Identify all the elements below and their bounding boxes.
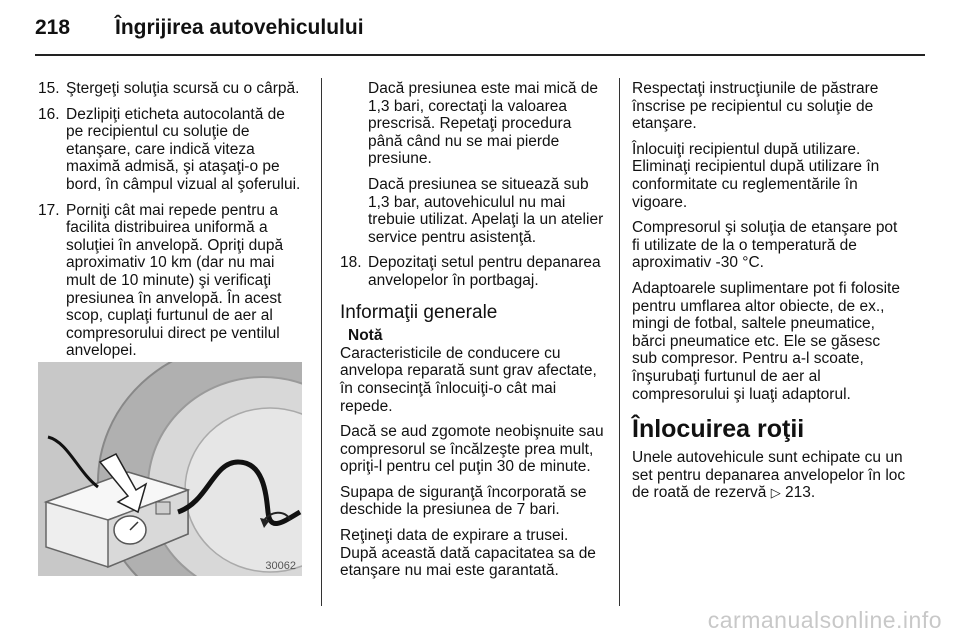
paragraph: Dacă presiunea se situează sub 1,3 bar, autovehiculul nu mai trebuie utilizat. Apelaţi la un atelier service pentru asistenţă.	[368, 175, 604, 246]
column-3	[632, 80, 907, 510]
paragraph: Înlocuiţi recipientul după utilizare. Eliminaţi recipientul după utilizare în conformitate cu reglementările în vigoare.	[632, 140, 880, 211]
paragraph: Adaptoarele suplimentare pot fi folosite pentru umflarea altor obiecte, de ex., mingi de fotbal, saltele pneumatice, bărci pneumatice etc. Ele se găsesc sub compresor. Pentru a-l scoate, înşurubaţi furtunul de aer al compresorului şi luaţi adaptorul.	[632, 279, 900, 403]
page-number: 218	[35, 16, 71, 39]
compressor-drawing	[38, 362, 302, 576]
page-ref-link[interactable]: 213.	[785, 484, 816, 502]
section-heading: Informaţii generale	[340, 301, 498, 323]
note-block	[340, 327, 605, 415]
list-item-17	[38, 202, 306, 360]
item-text: Depozitaţi setul pentru depanarea anvelopelor în portbagaj.	[368, 254, 601, 289]
page-ref-arrow-icon: ▷	[770, 485, 781, 501]
compressor-illustration	[38, 362, 302, 576]
section-heading-large: Înlocuirea roţii	[632, 415, 805, 444]
list-item-18	[340, 254, 605, 289]
paragraph: Respectaţi instrucţiunile de păstrare înscrise pe recipientul cu soluţie de etanşare.	[632, 80, 879, 133]
column-1	[38, 80, 306, 368]
item-number: 17.	[38, 201, 60, 219]
paragraph: Supapa de siguranţă încorporată se deschide la presiunea de 7 bari.	[340, 483, 587, 519]
item-number: 15.	[38, 80, 60, 97]
item-text: Porniţi cât mai repede pentru a facilita distribuirea uniformă a soluţiei în anvelopă. Opriţi după aproximativ 10 km (dar nu mai mult de 10 minute) şi verificaţi presiunea în anvelopă. În acest scop, cuplaţi furtunul de aer al compresorului direct pe ventilul anvelopei.	[66, 201, 284, 360]
paragraph: Dacă presiunea este mai mică de 1,3 bari, corectaţi la valoarea prescrisă. Repetaţi procedura până când nu se mai pierde presiune.	[368, 80, 599, 168]
watermark: carmanualsonline.info	[707, 607, 942, 633]
header-rule	[35, 54, 925, 56]
page-title: Îngrijirea autovehiculului	[115, 16, 364, 39]
paragraph: Compresorul şi soluţia de etanşare pot fi utilizate de la o temperatură de aproximativ -30 °C.	[632, 219, 898, 272]
list-item-15	[38, 80, 306, 98]
note-label: Notă	[348, 327, 383, 345]
paragraph	[632, 449, 907, 502]
column-divider	[619, 78, 620, 606]
column-2	[340, 80, 605, 588]
column-divider	[321, 78, 322, 606]
item-text: Ştergeţi soluţia scursă cu o cârpă.	[66, 80, 300, 97]
item-text: Dezlipiţi eticheta autocolantă de pe recipientul cu soluţie de etanşare, care indică viteza maximă admisă, şi ataşaţi-o pe bord, în câmpul vizual al şoferului.	[66, 105, 301, 193]
page-header	[35, 14, 925, 46]
figure-code: 30062	[265, 560, 296, 572]
list-item-16	[38, 106, 306, 194]
item-number: 16.	[38, 105, 60, 123]
paragraph: Dacă se aud zgomote neobişnuite sau compresorul se încălzeşte prea mult, opriţi-l pentru cel puţin 30 de minute.	[340, 423, 604, 476]
paragraph: Reţineţi data de expirare a trusei. După această dată capacitatea sa de etanşare nu mai este garantată.	[340, 527, 596, 580]
note-text: Caracteristicile de conducere cu anvelopa reparată sunt grav afectate, în consecinţă înlocuiţi-o cât mai repede.	[340, 344, 597, 415]
item-number: 18.	[340, 254, 362, 272]
paragraph-text: Unele autovehicule sunt echipate cu un set pentru depanarea anvelopelor în loc de roată de rezervă	[632, 449, 906, 502]
